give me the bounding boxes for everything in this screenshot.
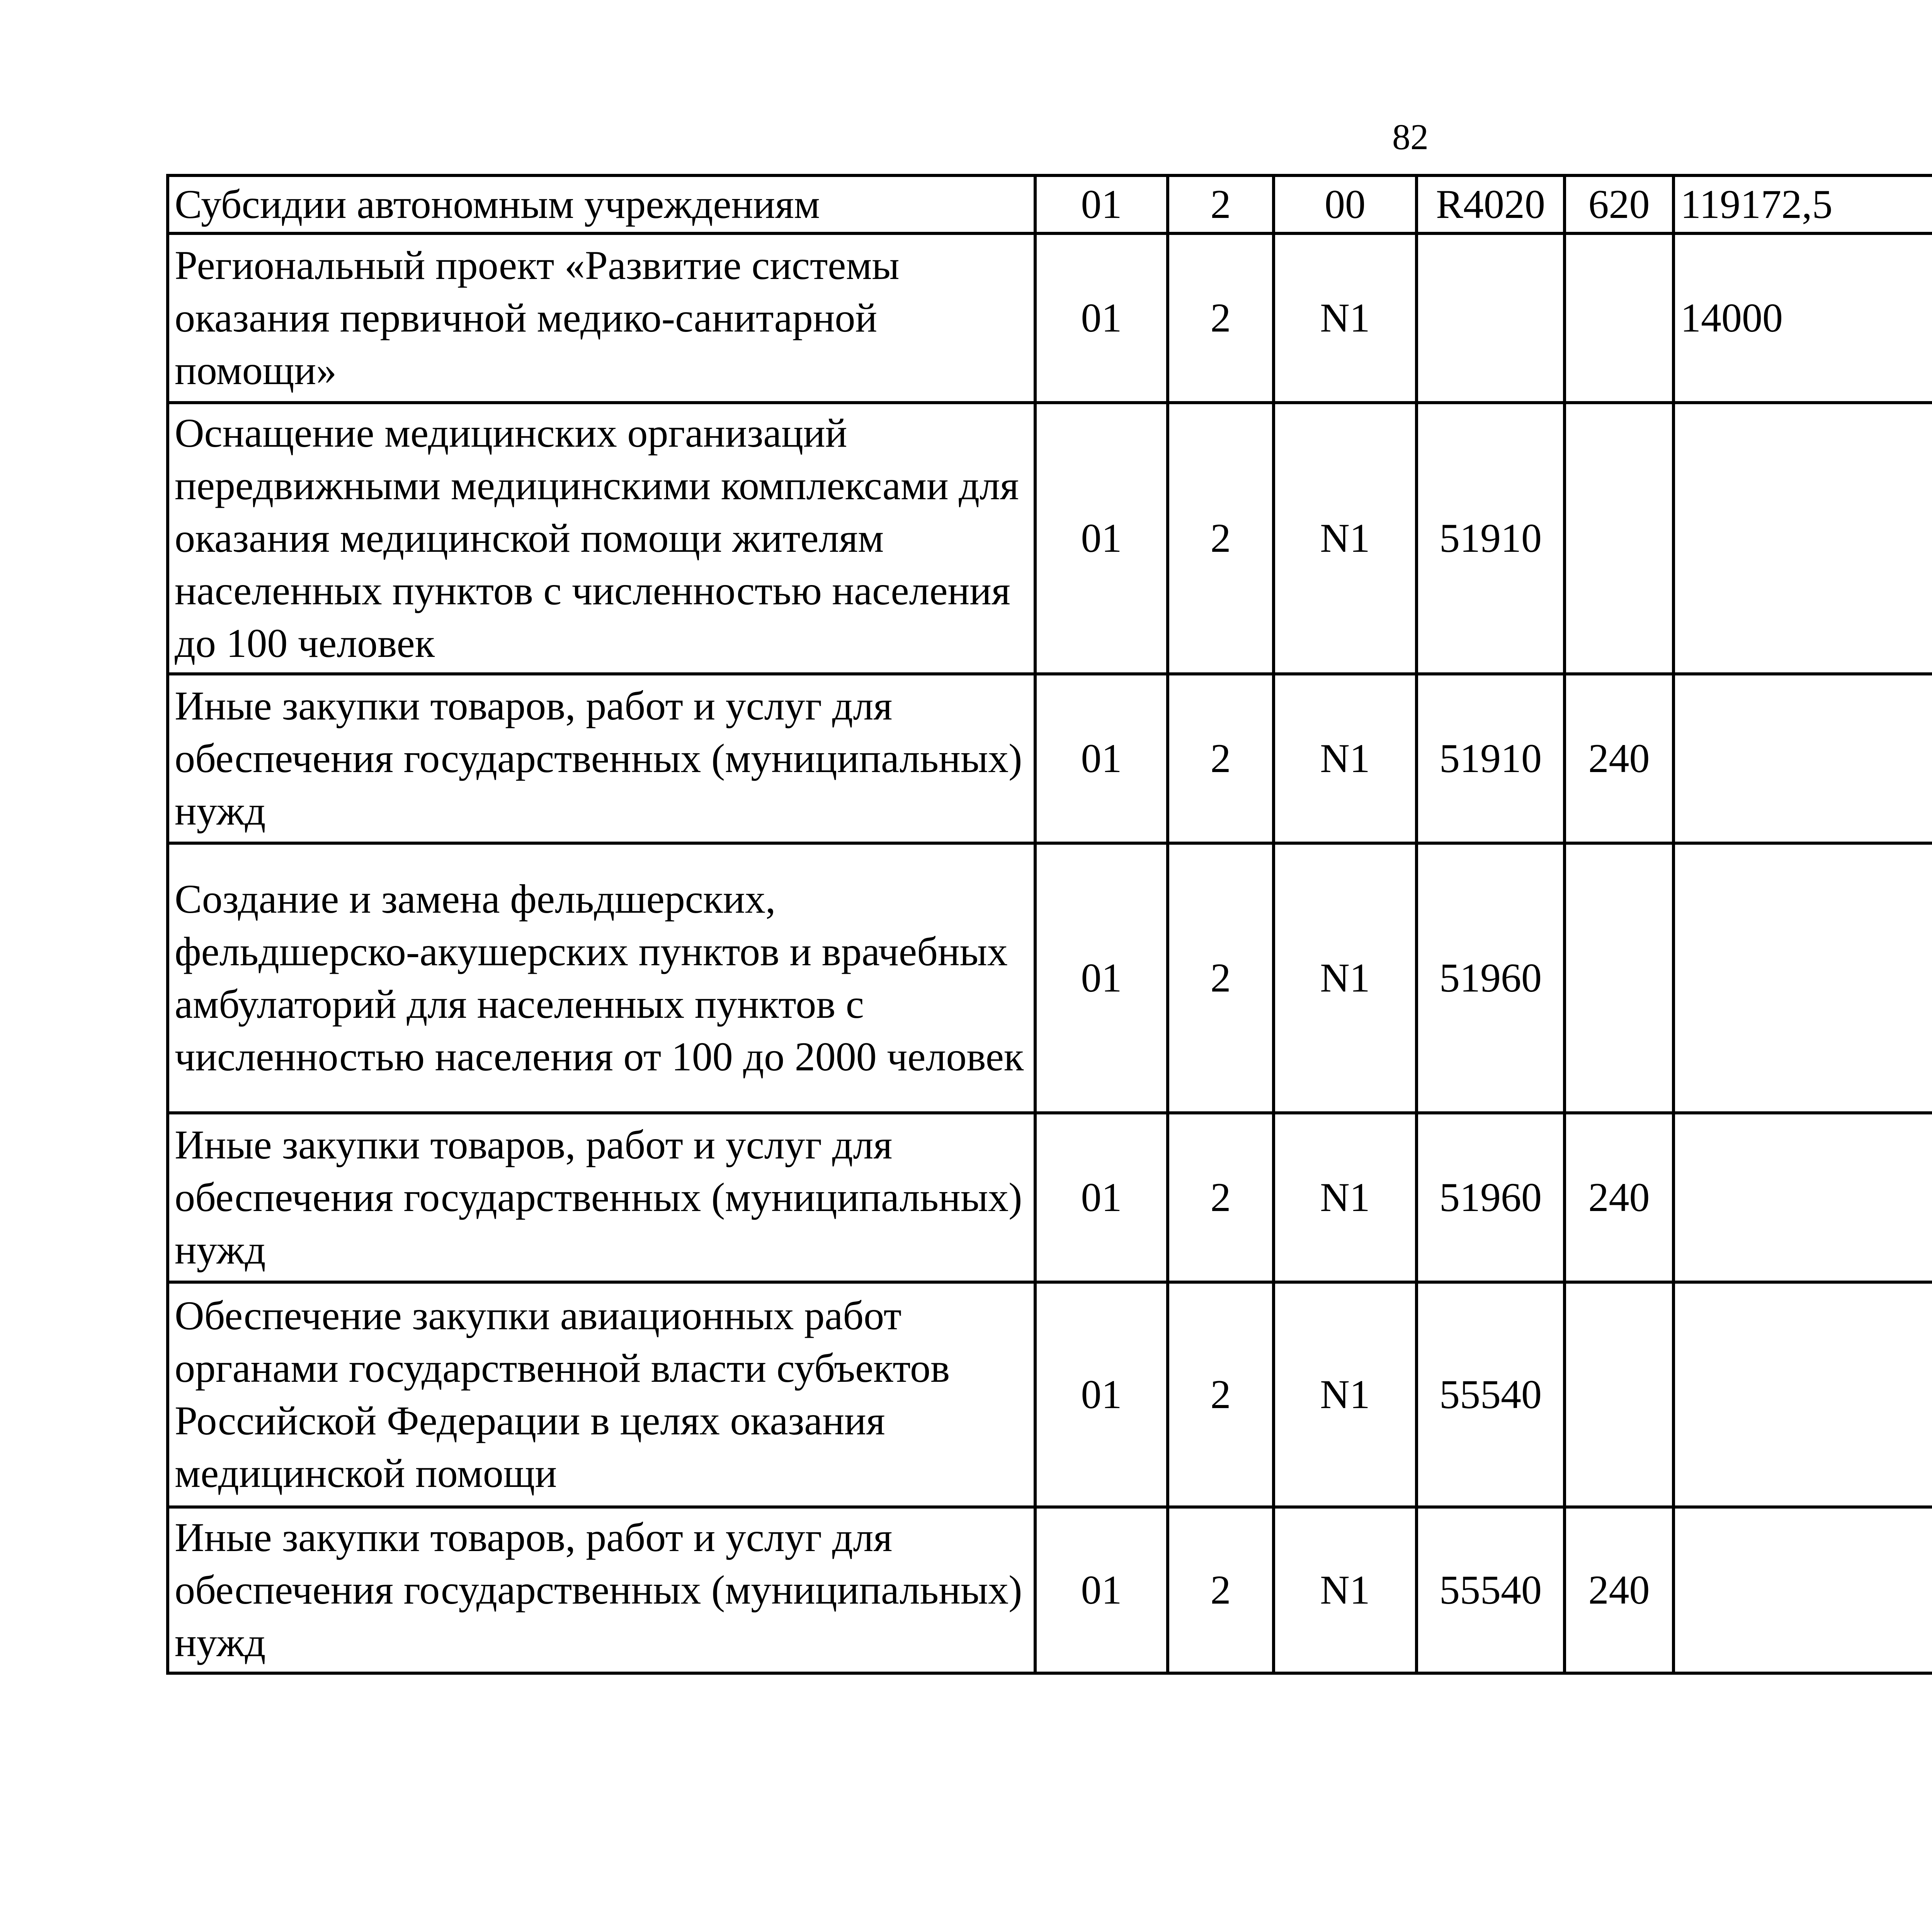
amount-year-1: 119172,5 xyxy=(1673,175,1932,233)
row-name: Иные закупки товаров, работ и услуг для обеспечения государственных (муниципальных) нужд xyxy=(168,674,1035,843)
section-code: 01 xyxy=(1035,233,1168,403)
amount-year-1 xyxy=(1673,1113,1932,1282)
row-name: Обеспечение закупки авиационных работ органами государственной власти субъектов Российской Федерации в целях оказания медицинской помощи xyxy=(168,1282,1035,1507)
table-row xyxy=(168,1113,1932,1282)
expense-type-code: 240 xyxy=(1565,1113,1673,1282)
target-item-code: 00 xyxy=(1274,175,1417,233)
subsection-code: 2 xyxy=(1168,674,1274,843)
amount-year-1 xyxy=(1673,1282,1932,1507)
table-row xyxy=(168,843,1932,1113)
target-direction-code: 55540 xyxy=(1417,1507,1565,1673)
expense-type-code xyxy=(1565,233,1673,403)
row-name: Иные закупки товаров, работ и услуг для обеспечения государственных (муниципальных) нужд xyxy=(168,1113,1035,1282)
page-number: 82 xyxy=(1392,117,1429,157)
section-code: 01 xyxy=(1035,1282,1168,1507)
table-row xyxy=(168,175,1932,233)
amount-year-1 xyxy=(1673,1507,1932,1673)
section-code: 01 xyxy=(1035,175,1168,233)
budget-table xyxy=(166,174,1932,1675)
expense-type-code: 240 xyxy=(1565,1507,1673,1673)
section-code: 01 xyxy=(1035,403,1168,674)
subsection-code: 2 xyxy=(1168,1113,1274,1282)
amount-year-1: 14000 xyxy=(1673,233,1932,403)
target-item-code: N1 xyxy=(1274,674,1417,843)
subsection-code: 2 xyxy=(1168,843,1274,1113)
section-code: 01 xyxy=(1035,1507,1168,1673)
target-item-code: N1 xyxy=(1274,1113,1417,1282)
row-name: Региональный проект «Развитие системы оказания первичной медико-санитарной помощи» xyxy=(168,233,1035,403)
table-row xyxy=(168,233,1932,403)
target-item-code: N1 xyxy=(1274,843,1417,1113)
row-name: Субсидии автономным учреждениям xyxy=(168,175,1035,233)
section-code: 01 xyxy=(1035,843,1168,1113)
target-direction-code: 55540 xyxy=(1417,1282,1565,1507)
target-direction-code xyxy=(1417,233,1565,403)
expense-type-code: 240 xyxy=(1565,674,1673,843)
expense-type-code xyxy=(1565,403,1673,674)
amount-year-1 xyxy=(1673,403,1932,674)
subsection-code: 2 xyxy=(1168,1507,1274,1673)
amount-year-1 xyxy=(1673,843,1932,1113)
row-name: Иные закупки товаров, работ и услуг для обеспечения государственных (муниципальных) нужд xyxy=(168,1507,1035,1673)
target-item-code: N1 xyxy=(1274,233,1417,403)
row-name: Создание и замена фельдшерских, фельдшерско-акушерских пунктов и врачебных амбулаторий для населенных пунктов с численностью населения от 100 до 2000 человек xyxy=(168,843,1035,1113)
target-direction-code: 51910 xyxy=(1417,674,1565,843)
expense-type-code xyxy=(1565,1282,1673,1507)
row-name: Оснащение медицинских организаций передвижными медицинскими комплексами для оказания медицинской помощи жителям населенных пунктов с численностью населения до 100 человек xyxy=(168,403,1035,674)
target-direction-code: 51960 xyxy=(1417,843,1565,1113)
subsection-code: 2 xyxy=(1168,403,1274,674)
table-row xyxy=(168,1282,1932,1507)
target-item-code: N1 xyxy=(1274,403,1417,674)
target-direction-code: R4020 xyxy=(1417,175,1565,233)
table-row xyxy=(168,674,1932,843)
table-row xyxy=(168,403,1932,674)
target-item-code: N1 xyxy=(1274,1282,1417,1507)
table-row xyxy=(168,1507,1932,1673)
expense-type-code: 620 xyxy=(1565,175,1673,233)
section-code: 01 xyxy=(1035,674,1168,843)
target-item-code: N1 xyxy=(1274,1507,1417,1673)
amount-year-1 xyxy=(1673,674,1932,843)
expense-type-code xyxy=(1565,843,1673,1113)
subsection-code: 2 xyxy=(1168,233,1274,403)
section-code: 01 xyxy=(1035,1113,1168,1282)
subsection-code: 2 xyxy=(1168,1282,1274,1507)
subsection-code: 2 xyxy=(1168,175,1274,233)
target-direction-code: 51910 xyxy=(1417,403,1565,674)
target-direction-code: 51960 xyxy=(1417,1113,1565,1282)
